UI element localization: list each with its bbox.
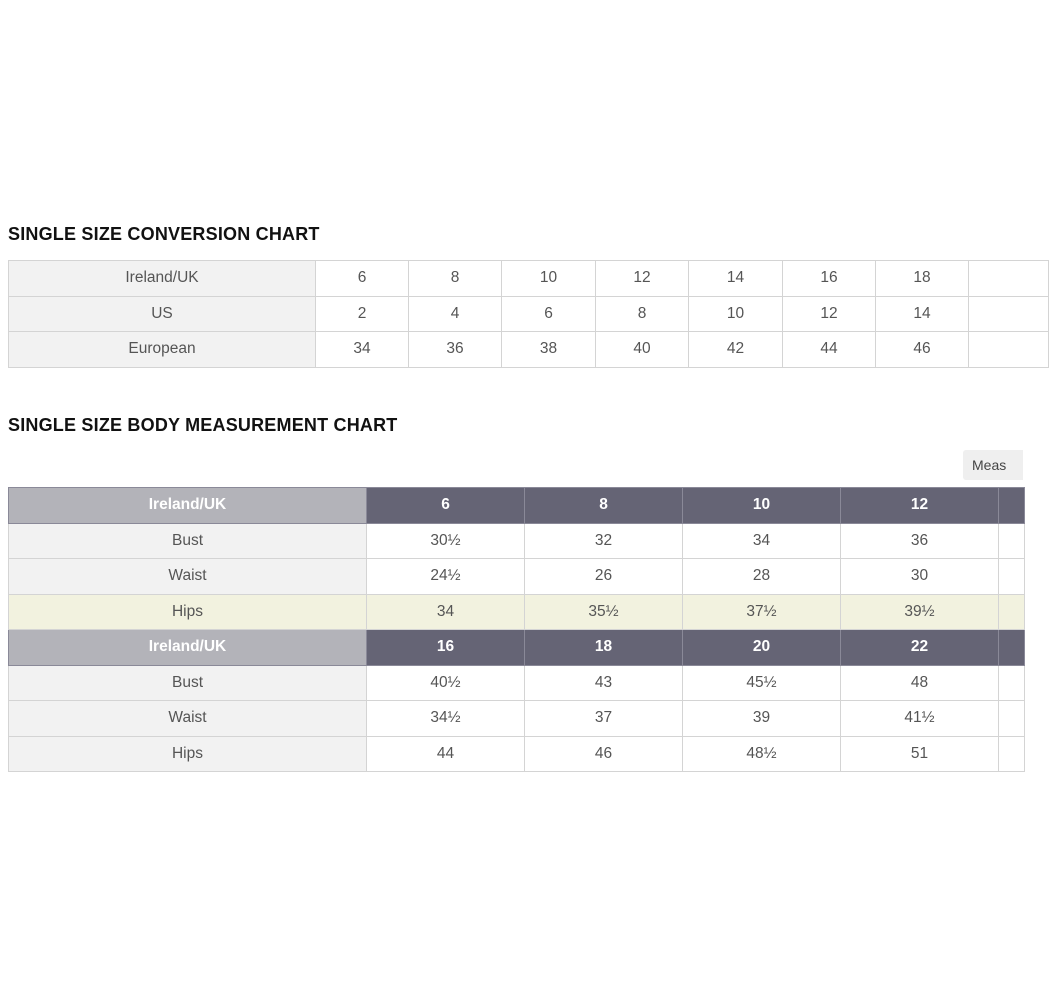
size-cell (969, 332, 1049, 368)
measurement-cell: 34 (367, 594, 525, 630)
row-label: Ireland/UK (9, 261, 316, 297)
overflow-cell (999, 736, 1025, 772)
size-cell: 18 (876, 261, 969, 297)
size-cell: 44 (783, 332, 876, 368)
measurement-chart-title: SINGLE SIZE BODY MEASUREMENT CHART (8, 415, 398, 435)
table-row (9, 736, 1025, 772)
size-cell (969, 296, 1049, 332)
size-header-cell: 16 (367, 630, 525, 666)
size-cell: 12 (783, 296, 876, 332)
conversion-chart-title: SINGLE SIZE CONVERSION CHART (8, 224, 320, 244)
measurement-cell: 32 (525, 523, 683, 559)
measurement-cell: 43 (525, 665, 683, 701)
measurement-label: Waist (9, 701, 367, 737)
measurement-cell: 39½ (841, 594, 999, 630)
measurement-cell: 40½ (367, 665, 525, 701)
size-cell: 34 (316, 332, 409, 368)
size-cell: 14 (876, 296, 969, 332)
measurement-cell: 30½ (367, 523, 525, 559)
measurement-cell: 34 (683, 523, 841, 559)
measurement-cell: 26 (525, 559, 683, 595)
size-cell: 6 (502, 296, 596, 332)
body-measurement-table (8, 487, 1025, 772)
measurement-cell: 41½ (841, 701, 999, 737)
measurement-cell: 37 (525, 701, 683, 737)
size-cell: 40 (596, 332, 689, 368)
table-row (9, 261, 1049, 297)
header-label: Ireland/UK (9, 488, 367, 524)
size-cell: 2 (316, 296, 409, 332)
measurement-label: Hips (9, 736, 367, 772)
size-cell: 4 (409, 296, 502, 332)
overflow-cell (999, 488, 1025, 524)
size-header-cell: 12 (841, 488, 999, 524)
size-header-cell: 18 (525, 630, 683, 666)
size-header-cell: 22 (841, 630, 999, 666)
measurement-cell: 34½ (367, 701, 525, 737)
measurement-cell: 30 (841, 559, 999, 595)
measurement-cell: 48½ (683, 736, 841, 772)
size-cell: 8 (596, 296, 689, 332)
overflow-cell (999, 523, 1025, 559)
measurement-cell: 24½ (367, 559, 525, 595)
table-row (9, 332, 1049, 368)
measurement-cell: 28 (683, 559, 841, 595)
size-cell (969, 261, 1049, 297)
measurement-cell: 37½ (683, 594, 841, 630)
size-header-cell: 6 (367, 488, 525, 524)
size-cell: 10 (689, 296, 783, 332)
overflow-cell (999, 559, 1025, 595)
measurement-label: Bust (9, 523, 367, 559)
overflow-cell (999, 665, 1025, 701)
size-cell: 16 (783, 261, 876, 297)
table-row (9, 594, 1025, 630)
size-cell: 6 (316, 261, 409, 297)
row-label: European (9, 332, 316, 368)
measurement-cell: 48 (841, 665, 999, 701)
measurement-cell: 45½ (683, 665, 841, 701)
measurement-unit-toggle-button[interactable]: Meas (963, 450, 1023, 480)
measurement-cell: 35½ (525, 594, 683, 630)
header-label: Ireland/UK (9, 630, 367, 666)
measurement-cell: 36 (841, 523, 999, 559)
measurement-cell: 39 (683, 701, 841, 737)
measurement-cell: 51 (841, 736, 999, 772)
table-row (9, 296, 1049, 332)
size-cell: 38 (502, 332, 596, 368)
size-header-cell: 20 (683, 630, 841, 666)
row-label: US (9, 296, 316, 332)
size-cell: 8 (409, 261, 502, 297)
measurement-cell: 46 (525, 736, 683, 772)
size-conversion-table (8, 260, 1049, 368)
size-cell: 12 (596, 261, 689, 297)
size-header-row (9, 488, 1025, 524)
size-header-cell: 10 (683, 488, 841, 524)
table-row (9, 665, 1025, 701)
table-row (9, 559, 1025, 595)
size-header-cell: 8 (525, 488, 683, 524)
size-cell: 46 (876, 332, 969, 368)
size-header-row (9, 630, 1025, 666)
size-cell: 10 (502, 261, 596, 297)
overflow-cell (999, 630, 1025, 666)
measurement-label: Hips (9, 594, 367, 630)
overflow-cell (999, 701, 1025, 737)
size-cell: 42 (689, 332, 783, 368)
measurement-label: Bust (9, 665, 367, 701)
measurement-cell: 44 (367, 736, 525, 772)
table-row (9, 523, 1025, 559)
table-row (9, 701, 1025, 737)
overflow-cell (999, 594, 1025, 630)
size-cell: 36 (409, 332, 502, 368)
size-cell: 14 (689, 261, 783, 297)
measurement-label: Waist (9, 559, 367, 595)
